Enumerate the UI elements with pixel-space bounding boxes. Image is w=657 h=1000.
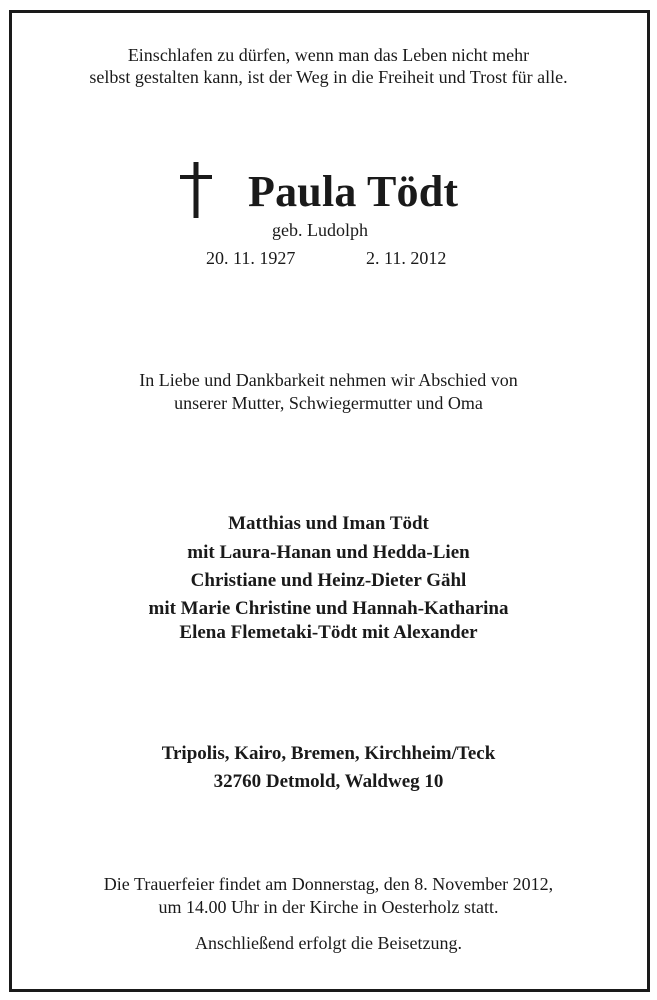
service-line-2: um 14.00 Uhr in der Kirche in Oesterholz statt. — [158, 897, 499, 917]
notice-border — [9, 10, 650, 992]
service-line-3: Anschließend erfolgt die Beisetzung. — [195, 933, 462, 953]
family-line-5: Elena Flemetaki-Tödt mit Alexander — [179, 622, 478, 643]
death-date: 2. 11. 2012 — [366, 248, 447, 268]
farewell-line-2: unserer Mutter, Schwiegermutter und Oma — [174, 393, 483, 413]
family-line-2: mit Laura-Hanan und Hedda-Lien — [187, 542, 470, 563]
birth-date: 20. 11. 1927 — [206, 248, 296, 268]
service-line-1: Die Trauerfeier findet am Donnerstag, den 8. November 2012, — [103, 874, 554, 894]
deceased-name: Paula Tödt — [248, 167, 459, 216]
birth-name: geb. Ludolph — [272, 220, 368, 240]
cross-icon — [178, 162, 214, 218]
family-line-4: mit Marie Christine und Hannah-Katharina — [148, 598, 509, 619]
deceased-header — [0, 162, 657, 222]
farewell-line-1: In Liebe und Dankbarkeit nehmen wir Abschied von — [139, 370, 518, 390]
family-line-3: Christiane und Heinz-Dieter Gähl — [190, 570, 467, 591]
family-line-1: Matthias und Iman Tödt — [228, 513, 429, 534]
address-line-2: 32760 Detmold, Waldweg 10 — [213, 771, 444, 792]
quote-line-1: Einschlafen zu dürfen, wenn man das Leben nicht mehr — [127, 45, 530, 65]
address-line-1: Tripolis, Kairo, Bremen, Kirchheim/Teck — [161, 743, 496, 764]
quote-line-2: selbst gestalten kann, ist der Weg in die Freiheit und Trost für alle. — [89, 67, 568, 87]
